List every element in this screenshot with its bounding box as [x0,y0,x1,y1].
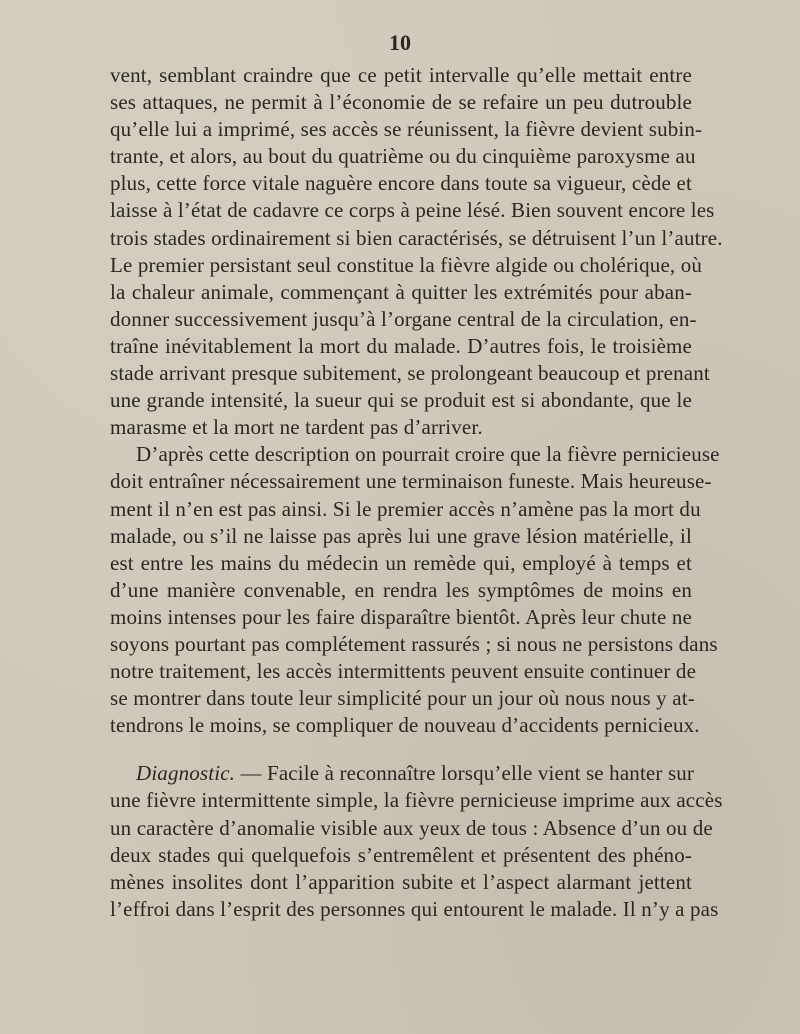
section-heading-diagnostic: Diagnostic. [136,761,236,786]
text-line: donner successivement jusqu’à l’organe central de la circulation, en- [110,306,697,331]
text-line: deux stades qui quelquefois s’entremêlent et présentent des phéno- [110,842,692,867]
text-line: laisse à l’état de cadavre ce corps à peine lésé. Bien souvent encore les [110,198,715,223]
text-line: d’une manière convenable, en rendra les symptômes de moins en [110,577,692,602]
text-line: ment il n’en est pas ainsi. Si le premier accès n’amène pas la mort du [110,496,701,521]
text-line: mènes insolites dont l’apparition subite et l’aspect alarmant jettent [110,869,692,894]
paragraph-2 [110,441,720,739]
text-line: une grande intensité, la sueur qui se produit est si abondante, que le [110,388,692,413]
text-line: vent, semblant craindre que ce petit intervalle qu’elle mettait entre [110,63,692,87]
text-line: la chaleur animale, commençant à quitter les extrémités pour aban- [110,279,692,304]
text-line [110,760,695,787]
text-line: moins intenses pour les faire disparaître bientôt. Après leur chute ne [110,604,692,629]
text-line: tendrons le moins, se compliquer de nouveau d’accidents pernicieux. [110,713,700,738]
text-line: marasme et la mort ne tardent pas d’arriver. [110,415,483,440]
page-number: 10 [389,30,411,55]
text-line: doit entraîner nécessairement une terminaison funeste. Mais heureuse- [110,469,712,494]
text-line: l’effroi dans l’esprit des personnes qui entourent le malade. Il n’y a pas [110,896,719,921]
text-line: soyons pourtant pas complétement rassurés ; si nous ne persistons dans [110,631,718,656]
text-line: malade, ou s’il ne laisse pas après lui une grave lésion matérielle, il [110,523,692,548]
text-run: — Facile à reconnaître lorsqu’elle vient se hanter sur [235,761,695,786]
body-text [110,62,723,923]
text-line: est entre les mains du médecin un remède qui, employé à temps et [110,550,692,575]
text-line: ses attaques, ne permit à l’économie de se refaire un peu dutrouble [110,90,692,115]
text-line: Le premier persistant seul constitue la fièvre algide ou cholérique, où [110,252,703,277]
paragraph-gap [110,739,692,760]
paragraph-3 [110,760,723,923]
text-line: un caractère d’anomalie visible aux yeux de tous : Absence d’un ou de [110,815,713,840]
text-line: se montrer dans toute leur simplicité pour un jour où nous nous y at- [110,686,695,711]
text-line: plus, cette force vitale naguère encore dans toute sa vigueur, cède et [110,171,692,196]
text-line: D’après cette description on pourrait croire que la fièvre pernicieuse [136,442,720,467]
text-line: une fièvre intermittente simple, la fièvre pernicieuse imprime aux accès [110,788,723,813]
paragraph-1 [110,62,723,441]
text-line: traîne inévitablement la mort du malade. D’autres fois, le troisième [110,333,692,358]
text-line: trois stades ordinairement si bien caractérisés, se détruisent l’un l’autre. [110,225,723,250]
text-line: notre traitement, les accès intermittents peuvent ensuite continuer de [110,659,697,684]
text-line: trante, et alors, au bout du quatrième ou du cinquième paroxysme au [110,144,696,169]
text-line: stade arrivant presque subitement, se prolongeant beaucoup et prenant [110,361,710,386]
text-line: qu’elle lui a imprimé, ses accès se réunissent, la fièvre devient subin- [110,117,703,142]
